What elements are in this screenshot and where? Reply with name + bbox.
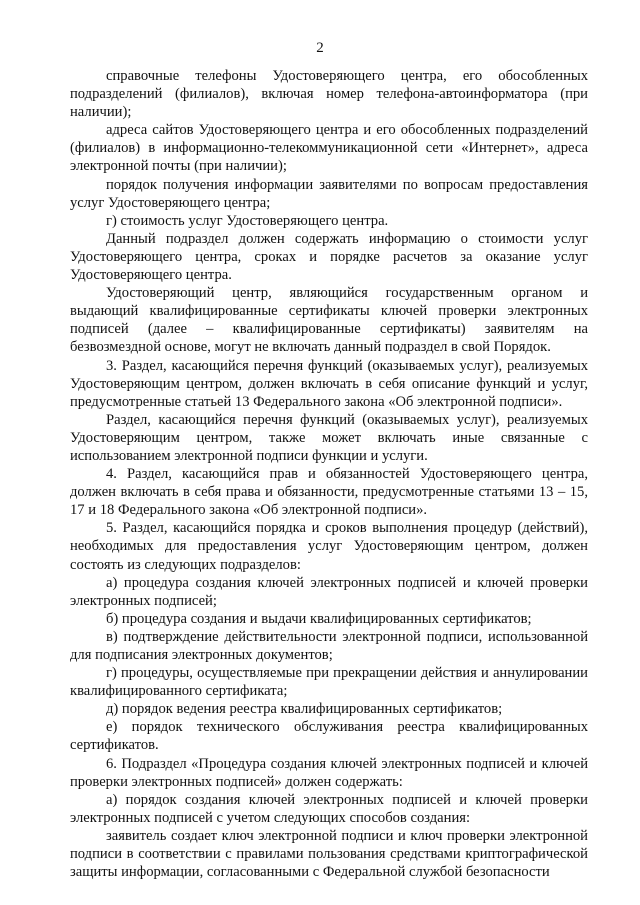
paragraph: Данный подраздел должен содержать информацию о стоимости услуг Удостоверяющего центра, сроках и порядке расчетов за оказание услуг Удостоверяющего центра.: [70, 230, 588, 284]
list-item: а) порядок создания ключей электронных подписей и ключей проверки электронных подписей с учетом следующих способов создания:: [70, 791, 588, 826]
list-item: а) процедура создания ключей электронных подписей и ключей проверки электронных подписей;: [70, 574, 588, 609]
paragraph: 5. Раздел, касающийся порядка и сроков выполнения процедур (действий), необходимых для предоставления услуг Удостоверяющим центром, должен состоять из следующих подразделов:: [70, 520, 588, 573]
paragraph: заявитель создает ключ электронной подписи и ключ проверки электронной подписи в соответствии с правилами пользования средствами криптографической защиты информации, согласованными с Федеральной службой безопасности: [70, 827, 588, 881]
paragraph: Удостоверяющий центр, являющийся государственным органом и выдающий квалифицированные сертификаты ключей проверки электронных подписей (далее – квалифицированные сертификаты) заявителям на безвозмездной основе, могут не включать данный подраздел в свой Порядок.: [70, 285, 588, 356]
list-item: б) процедура создания и выдачи квалифицированных сертификатов;: [106, 610, 532, 627]
page-number: 2: [316, 40, 324, 56]
body-text: [70, 67, 588, 881]
paragraph: 4. Раздел, касающийся прав и обязанностей Удостоверяющего центра, должен включать в себя права и обязанности, предусмотренные статьями 13 – 15, 17 и 18 Федерального закона «Об электронной подписи».: [70, 466, 588, 519]
paragraph: адреса сайтов Удостоверяющего центра и его обособленных подразделений (филиалов) в информационно-телекоммуникационной сети «Интернет», адреса электронной почты (при наличии);: [70, 122, 588, 175]
list-item: е) порядок технического обслуживания реестра квалифицированных сертификатов.: [70, 719, 588, 754]
paragraph: Раздел, касающийся перечня функций (оказываемых услуг), реализуемых Удостоверяющим центром, также может включать иные связанные с использованием электронной подписи функции и услуги.: [70, 411, 588, 464]
list-item: г) процедуры, осуществляемые при прекращении действия и аннулировании квалифицированного сертификата;: [70, 665, 588, 700]
list-item: д) порядок ведения реестра квалифицированных сертификатов;: [106, 701, 503, 718]
paragraph: справочные телефоны Удостоверяющего центра, его обособленных подразделений (филиалов), включая номер телефона-автоинформатора (при наличии);: [70, 68, 588, 121]
paragraph: г) стоимость услуг Удостоверяющего центра.: [106, 212, 389, 229]
paragraph: порядок получения информации заявителями по вопросам предоставления услуг Удостоверяющего центра;: [70, 176, 588, 211]
paragraph: 6. Подраздел «Процедура создания ключей электронных подписей и ключей проверки электронных подписей» должен содержать:: [70, 755, 588, 790]
list-item: в) подтверждение действительности электронной подписи, использованной для подписания электронных документов;: [70, 628, 588, 663]
paragraph: 3. Раздел, касающийся перечня функций (оказываемых услуг), реализуемых Удостоверяющим центром, должен включать в себя описание функций и услуг, предусмотренные статьей 13 Федерального закона «Об электронной подписи».: [70, 357, 588, 410]
